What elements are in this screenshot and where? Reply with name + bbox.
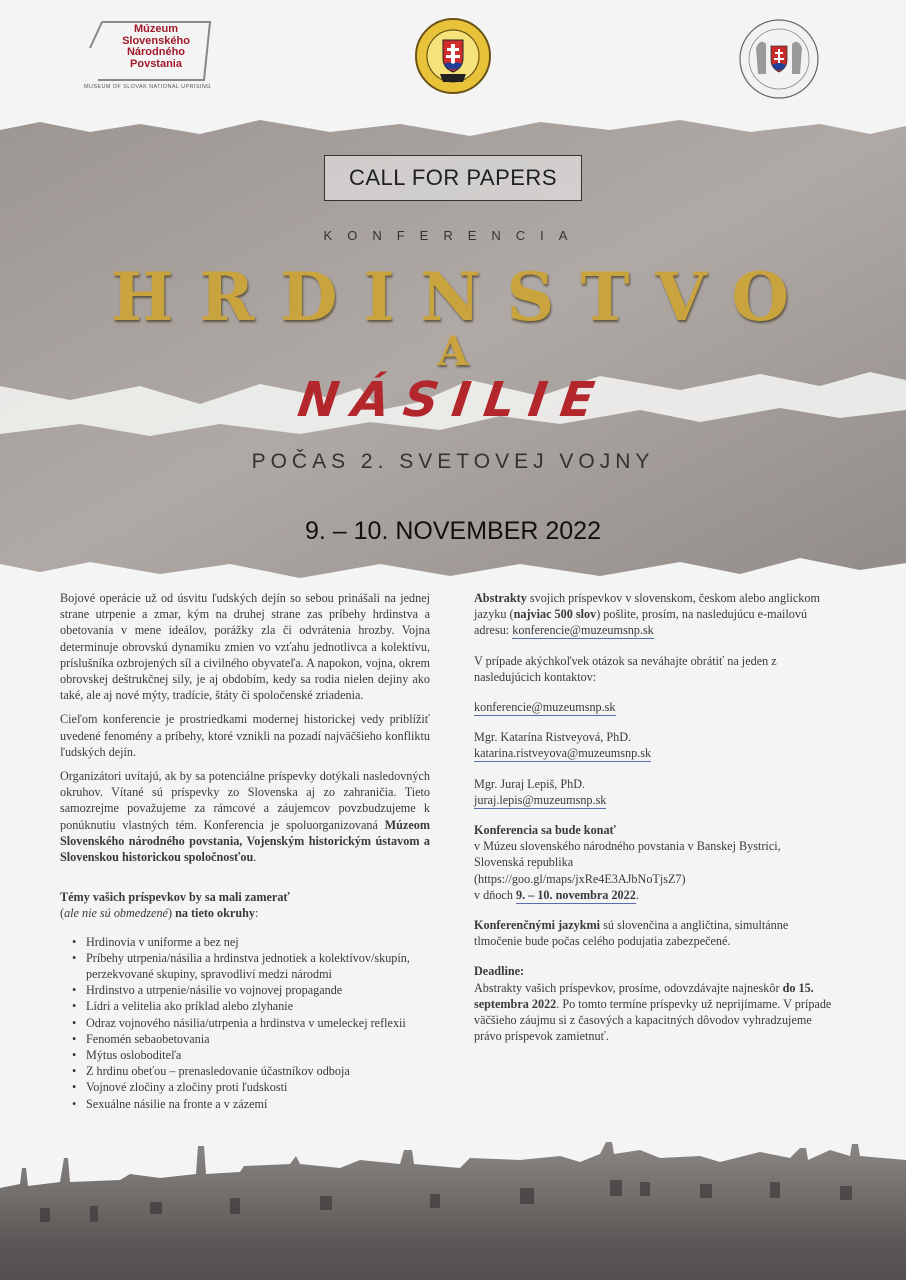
topics-heading: Témy vašich príspevkov by sa mali zamerať: [60, 890, 290, 905]
ruins-skyline-icon: [0, 1138, 906, 1280]
list-item: • Lídri a velitelia ako príklad alebo zlyhanie: [72, 998, 430, 1014]
contact2-email-link[interactable]: juraj.lepis@muzeumsnp.sk: [474, 792, 607, 807]
title-nasilie: NÁSILIE: [294, 372, 612, 428]
contact-ristveyova: Mgr. Katarína Ristveyová, PhD. katarina.ristveyova@muzeumsnp.sk: [474, 730, 652, 761]
venue-block: Konferencia sa bude konať v Múzeu slovenského národného povstania v Banskej Bystrici, Slovenská republika (https://goo.gl/maps/jxRe4E3AJbNoTjsZ7) v dňoch 9. – 10. novembra 2022.: [474, 822, 834, 903]
museum-subtitle: MUSEUM OF SLOVAK NATIONAL UPRISING: [84, 84, 211, 90]
list-item: • Mýtus osloboditeľa: [72, 1047, 430, 1063]
conference-dates: 9. – 10. NOVEMBER 2022: [305, 517, 601, 545]
list-item: • Vojnové zločiny a zločiny proti ľudskosti: [72, 1079, 430, 1095]
venue-days: 9. – 10. novembra 2022: [515, 887, 636, 902]
museum-name: Múzeum Slovenského Národného Povstania: [122, 23, 190, 70]
topics-list: [60, 934, 430, 1112]
title-hrdinstvo: HRDINSTVO: [111, 258, 815, 336]
list-item: • Príbehy utrpenia/násilia a hrdinstva jednotiek a kolektívov/skupín, perzekvované skupiny, spravodliví medzi národmi: [72, 950, 430, 982]
military-history-institute-logo: [414, 12, 492, 100]
list-item: • Odraz vojnového násilia/utrpenia a hrdinstva v umeleckej reflexii: [72, 1015, 430, 1031]
title-a: A: [437, 328, 469, 375]
contact-general: [474, 699, 834, 715]
contact1-email-link[interactable]: katarina.ristveyova@muzeumsnp.sk: [474, 746, 652, 761]
topics-note: (ale nie sú obmedzené) na tieto okruhy:: [60, 906, 259, 921]
slovak-historical-society-logo: [738, 18, 820, 100]
list-item: • Hrdinovia v uniforme a bez nej: [72, 934, 430, 950]
subtitle-wwii: POČAS 2. SVETOVEJ VOJNY: [251, 450, 655, 473]
language-block: Konferenčnými jazykmi sú slovenčina a angličtina, simultánne tlmočenie bude počas celého podujatia zabezpečené.: [474, 918, 789, 949]
museum-snp-logo: [84, 18, 214, 98]
aim-paragraph: Cieľom konferencie je prostriedkami modernej historickej vedy priblížiť uvedené fenomény a príbehy, ktoré vznikli na pozadí najväčšieho konfliktu ľudských dejín.: [60, 712, 430, 759]
list-item: • Hrdinstvo a utrpenie/násilie vo vojnovej propagande: [72, 982, 430, 998]
contact-lepis: Mgr. Juraj Lepiš, PhD. juraj.lepis@muzeumsnp.sk: [474, 776, 607, 807]
list-item: • Z hrdinu obeťou – prenasledovanie účastníkov odboja: [72, 1063, 430, 1079]
list-item: • Fenomén sebaobetovania: [72, 1031, 430, 1047]
left-column: [60, 590, 430, 1112]
contact-email-link[interactable]: konferencie@muzeumsnp.sk: [474, 700, 616, 715]
organizers-paragraph: Organizátori uvítajú, ak by sa potenciálne príspevky dotýkali nasledovných okruhov. Vítané sú príspevky zo Slovenska aj zo zahraničia. Tieto samozrejme považujeme za rámcové a záujemcov povzbudzujeme k ponúknutiu vlastných tém. Konferencia je spoluorganizovaná Múzeom Slovenského národného povstania, Vojenským historickým ústavom a Slovenskou historickou spoločnosťou.: [60, 769, 430, 865]
call-for-papers-box: CALL FOR PAPERS: [324, 155, 582, 201]
venue-map-link[interactable]: (https://goo.gl/maps/jxRe4E3AJbNoTjsZ7): [474, 871, 686, 886]
organizers-bold: Múzeom Slovenského národného povstania, Vojenským historickým ústavom a Slovenskou historickou spoločnosťou: [60, 817, 430, 865]
right-column: [474, 590, 834, 1058]
questions-block: V prípade akýchkoľvek otázok sa neváhajte obrátiť na jeden z nasledujúcich kontaktov:: [474, 653, 777, 684]
list-item: • Sexuálne násilie na fronte a v zázemí: [72, 1096, 430, 1112]
deadline-block: Deadline: Abstrakty vašich príspevkov, prosíme, odovzdávajte najneskôr do 15. septembra 2022. Po tomto termíne príspevky už neprijímame. V prípade väčšieho záujmu si z časových a kapacitných dôvodov vyhradzujeme právo príspevok zamietnuť.: [474, 964, 832, 1044]
konferencia-label: KONFERENCIA: [323, 228, 583, 243]
submission-email-link[interactable]: konferencie@muzeumsnp.sk: [512, 623, 654, 638]
intro-paragraph: Bojové operácie už od úsvitu ľudských dejín so sebou prinášali na jednej strane utrpenie a zmar, kým na druhej strane zas príbehy hrdinstva a obetovania v mene ideálov, porážky zla či odvrátenia hrozby. Vojna determinuje obrovskú dynamiku zmien vo vzťahu jednotlivca a kolektívu, príslušníka ozbrojených síl a civilného obyvateľa. A napokon, vojna, okrem obrovskej deštrukčnej sily, je aj obdobím, kedy sa rodia nielen dejiny ako také, ale aj nové mýty, tradície, štáty či spoločenské zriadenia.: [60, 591, 430, 703]
logo-bar: [0, 0, 906, 130]
abstracts-block: Abstrakty svojich príspevkov v slovenskom, českom alebo anglickom jazyku (najviac 500 slov) pošlite, prosím, na nasledujúcu e-mailovú adresu: konferencie@muzeumsnp.sk: [474, 591, 820, 638]
